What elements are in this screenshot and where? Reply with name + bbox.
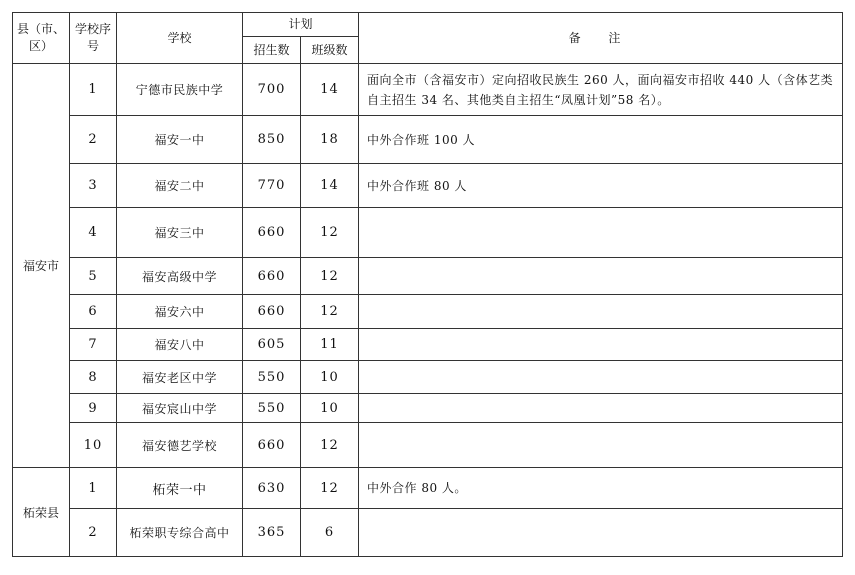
school-no: 4 <box>70 208 117 258</box>
class-count: 12 <box>301 423 359 468</box>
school-no: 6 <box>70 295 117 329</box>
school-name: 福安老区中学 <box>117 361 243 394</box>
table-row <box>13 258 843 295</box>
remark <box>359 208 843 258</box>
header-classes: 班级数 <box>301 37 359 64</box>
table-row <box>13 423 843 468</box>
remark <box>359 509 843 557</box>
remark: 中外合作班 100 人 <box>359 116 843 164</box>
school-no: 5 <box>70 258 117 295</box>
enrollment-plan-table <box>12 12 843 557</box>
enroll-count: 850 <box>243 116 301 164</box>
school-no: 10 <box>70 423 117 468</box>
school-name: 宁德市民族中学 <box>117 64 243 116</box>
table-row <box>13 208 843 258</box>
enroll-count: 770 <box>243 164 301 208</box>
school-no: 1 <box>70 64 117 116</box>
enroll-count: 700 <box>243 64 301 116</box>
enroll-count: 550 <box>243 394 301 423</box>
header-remark: 备 注 <box>359 13 843 64</box>
enroll-count: 365 <box>243 509 301 557</box>
enroll-count: 605 <box>243 329 301 361</box>
remark <box>359 329 843 361</box>
school-no: 3 <box>70 164 117 208</box>
class-count: 6 <box>301 509 359 557</box>
school-name: 福安德艺学校 <box>117 423 243 468</box>
enroll-count: 550 <box>243 361 301 394</box>
remark <box>359 423 843 468</box>
school-name: 福安高级中学 <box>117 258 243 295</box>
header-plan: 计划 <box>243 13 359 37</box>
school-no: 9 <box>70 394 117 423</box>
enroll-count: 660 <box>243 208 301 258</box>
enroll-count: 660 <box>243 295 301 329</box>
header-enroll: 招生数 <box>243 37 301 64</box>
county-cell: 福安市 <box>13 64 70 468</box>
remark <box>359 361 843 394</box>
table-row <box>13 361 843 394</box>
table-row <box>13 116 843 164</box>
enroll-count: 660 <box>243 423 301 468</box>
remark: 中外合作 80 人。 <box>359 468 843 509</box>
class-count: 18 <box>301 116 359 164</box>
table-row <box>13 394 843 423</box>
class-count: 10 <box>301 394 359 423</box>
school-no: 1 <box>70 468 117 509</box>
class-count: 12 <box>301 295 359 329</box>
school-name: 福安八中 <box>117 329 243 361</box>
school-name: 福安六中 <box>117 295 243 329</box>
class-count: 14 <box>301 164 359 208</box>
remark <box>359 295 843 329</box>
school-no: 7 <box>70 329 117 361</box>
table-row <box>13 64 843 116</box>
class-count: 11 <box>301 329 359 361</box>
table-row <box>13 468 843 509</box>
table-row <box>13 295 843 329</box>
county-cell: 柘荣县 <box>13 468 70 557</box>
school-no: 8 <box>70 361 117 394</box>
school-name: 福安三中 <box>117 208 243 258</box>
school-no: 2 <box>70 509 117 557</box>
table-row <box>13 509 843 557</box>
school-no: 2 <box>70 116 117 164</box>
school-name: 福安宸山中学 <box>117 394 243 423</box>
class-count: 12 <box>301 468 359 509</box>
header-school-no: 学校序号 <box>70 13 117 64</box>
class-count: 12 <box>301 258 359 295</box>
table-row <box>13 329 843 361</box>
class-count: 10 <box>301 361 359 394</box>
school-name: 福安二中 <box>117 164 243 208</box>
class-count: 14 <box>301 64 359 116</box>
class-count: 12 <box>301 208 359 258</box>
header-county: 县（市、区） <box>13 13 70 64</box>
remark: 中外合作班 80 人 <box>359 164 843 208</box>
remark <box>359 258 843 295</box>
enroll-count: 630 <box>243 468 301 509</box>
school-name: 柘荣一中 <box>117 468 243 509</box>
enroll-count: 660 <box>243 258 301 295</box>
school-name: 福安一中 <box>117 116 243 164</box>
header-school: 学校 <box>117 13 243 64</box>
school-name: 柘荣职专综合高中 <box>117 509 243 557</box>
remark <box>359 394 843 423</box>
table-row <box>13 164 843 208</box>
remark: 面向全市（含福安市）定向招收民族生 260 人，面向福安市招收 440 人（含体艺类自主招生 34 名、其他类自主招生“凤凰计划”58 名）。 <box>359 64 843 116</box>
